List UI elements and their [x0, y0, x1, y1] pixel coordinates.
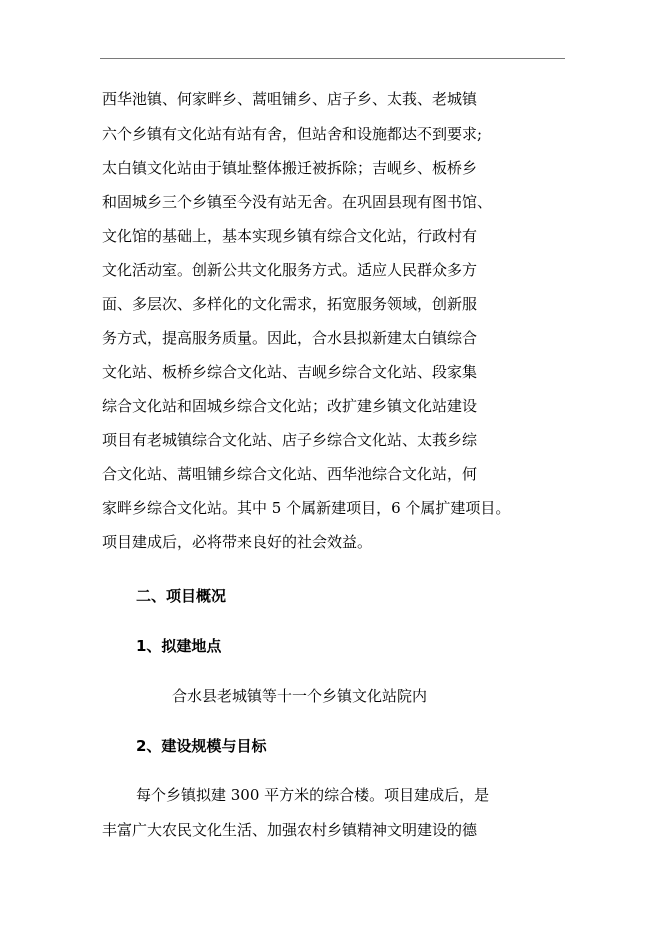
paragraph-line: 和固城乡三个乡镇至今没有站无舍。在巩固县现有图书馆、	[102, 193, 493, 211]
paragraph-line: 文化活动室。创新公共文化服务方式。适应人民群众多方	[102, 261, 478, 279]
paragraph-line: 西华池镇、何家畔乡、蒿咀铺乡、店子乡、太莪、老城镇	[102, 90, 478, 108]
paragraph-line: 综合文化站和固城乡综合文化站；改扩建乡镇文化站建设	[102, 397, 478, 415]
paragraph-line: 面、多层次、多样化的文化需求，拓宽服务领域，创新服	[102, 295, 478, 313]
header-rule	[100, 58, 565, 59]
section-heading: 二、项目概况	[136, 587, 227, 605]
subsection-heading-scale: 2、建设规模与目标	[136, 737, 267, 755]
location-text: 合水县老城镇等十一个乡镇文化站院内	[172, 687, 428, 705]
paragraph-line: 项目有老城镇综合文化站、店子乡综合文化站、太莪乡综	[102, 431, 478, 449]
paragraph-line: 太白镇文化站由于镇址整体搬迁被拆除；吉岘乡、板桥乡	[102, 159, 478, 177]
paragraph-line: 文化站、板桥乡综合文化站、吉岘乡综合文化站、段家集	[102, 363, 478, 381]
scale-paragraph-line: 每个乡镇拟建 300 平方米的综合楼。项目建成后，是	[136, 786, 490, 804]
paragraph-line: 家畔乡综合文化站。其中 5 个属新建项目，6 个属扩建项目。	[102, 499, 511, 517]
paragraph-line: 六个乡镇有文化站有站有舍，但站舍和设施都达不到要求;	[102, 125, 483, 143]
scale-paragraph-line: 丰富广大农民文化生活、加强农村乡镇精神文明建设的德	[102, 821, 478, 839]
paragraph-line: 务方式，提高服务质量。因此，合水县拟新建太白镇综合	[102, 329, 478, 347]
paragraph-line: 文化馆的基础上，基本实现乡镇有综合文化站，行政村有	[102, 227, 478, 245]
paragraph-line: 项目建成后，必将带来良好的社会效益。	[102, 533, 373, 551]
subsection-heading-location: 1、拟建地点	[136, 637, 222, 655]
paragraph-line: 合文化站、蒿咀铺乡综合文化站、西华池综合文化站，何	[102, 465, 478, 483]
